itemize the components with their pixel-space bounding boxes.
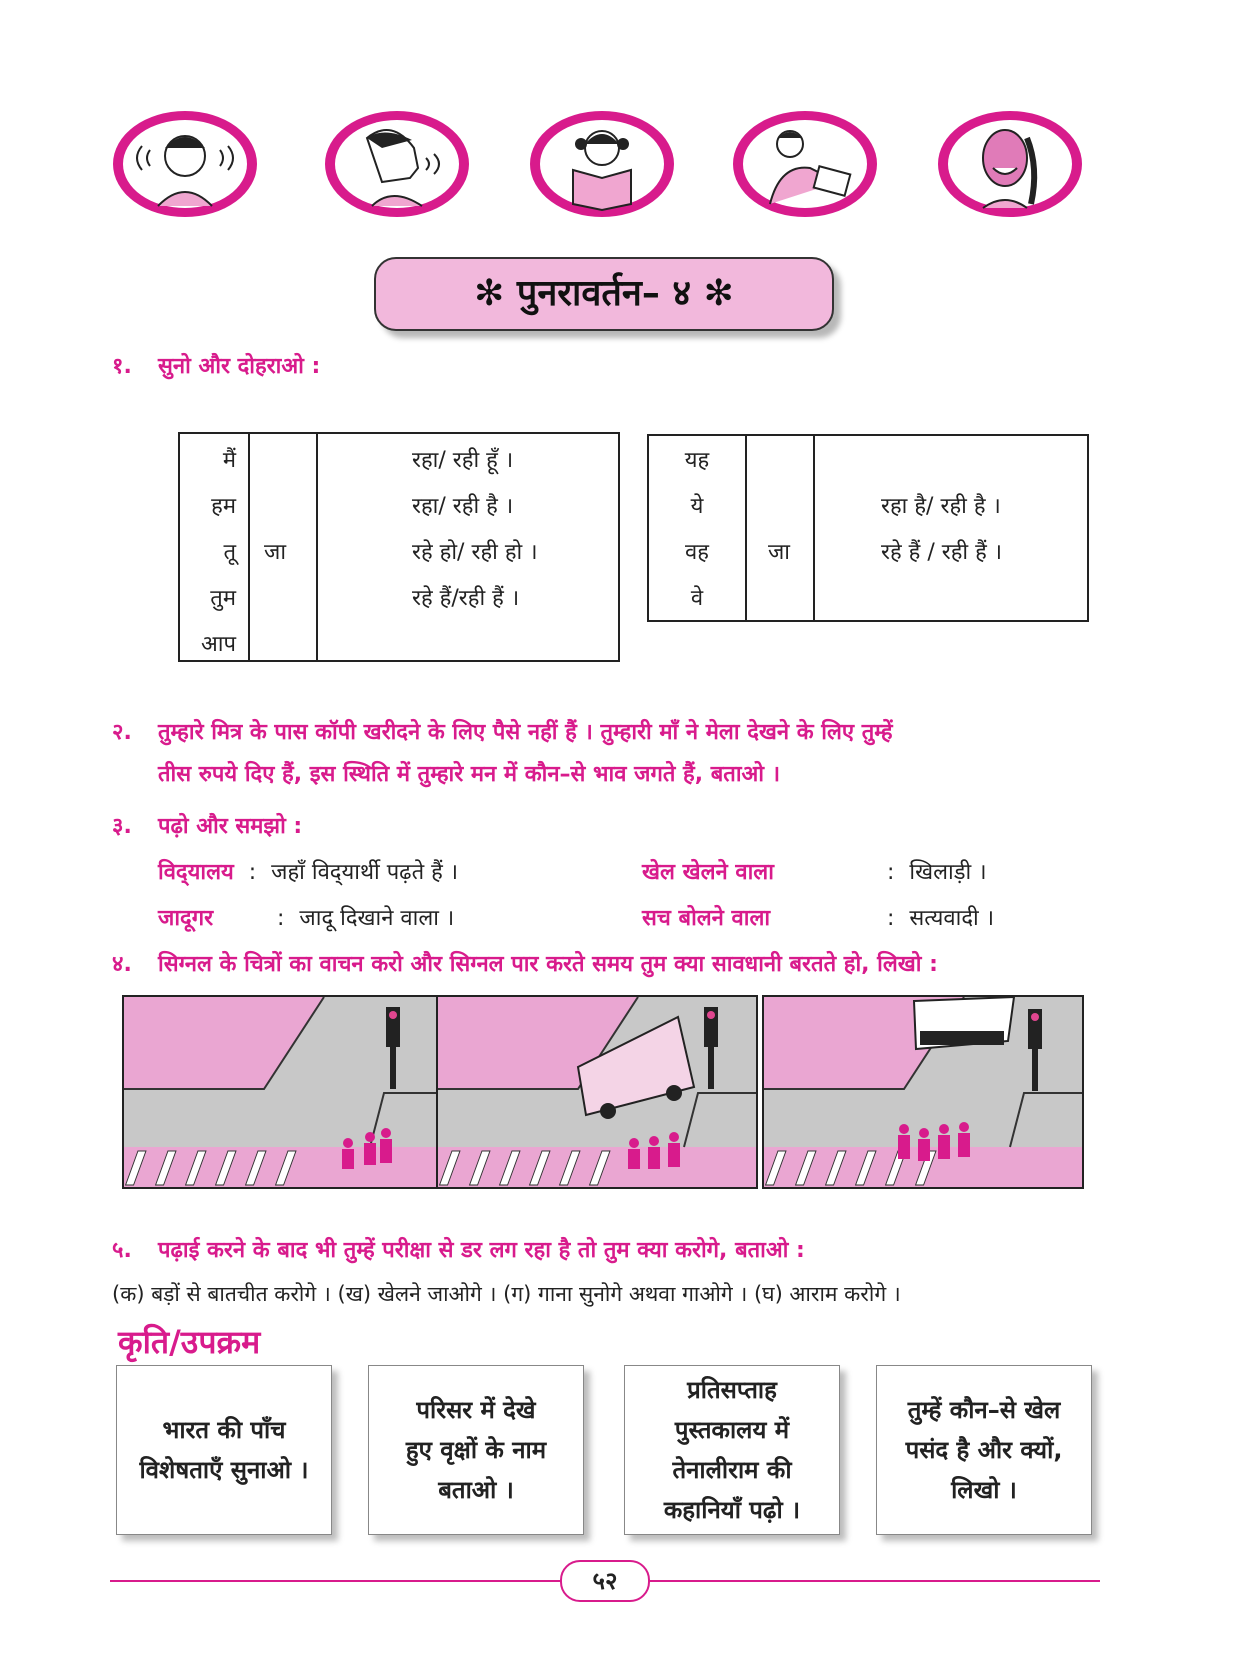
vocab-meaning: सत्यवादी । — [909, 906, 995, 931]
q2-number: २. — [112, 720, 132, 745]
pronoun-cell: वे — [690, 586, 704, 611]
signal-scene-3-illustration — [764, 997, 1082, 1187]
page-number: ५२ — [560, 1560, 650, 1602]
activity-card — [624, 1365, 840, 1535]
vocab-meaning: जादू दिखाने वाला । — [299, 906, 455, 931]
pronoun-cell: तुम — [210, 586, 236, 611]
ending-cell: रहे हैं / रही हैं । — [881, 540, 1003, 565]
vocab-separator: : — [887, 906, 895, 931]
signal-scene-2 — [436, 995, 758, 1189]
q3-heading-text: पढ़ो और समझो : — [158, 814, 303, 839]
speaking-icon — [322, 108, 472, 220]
pronoun-cell: आप — [201, 632, 236, 657]
card-line: परिसर में देखे — [416, 1396, 536, 1424]
pronoun-cell: वह — [685, 540, 709, 565]
q5-heading-text: पढ़ाई करने के बाद भी तुम्हें परीक्षा से डर लग रहा है तो तुम क्या करोगे, बताओ : — [158, 1238, 805, 1263]
signal-scene-3 — [762, 995, 1084, 1189]
vocab-term: खेल खेलने वाला — [642, 860, 774, 885]
activity-heading: कृति/उपक्रम — [118, 1323, 261, 1361]
card-line: भारत की पाँच — [162, 1416, 286, 1444]
vocab-separator: : — [248, 860, 257, 885]
conjugation-table-left — [178, 432, 620, 662]
activity-card — [876, 1365, 1092, 1535]
card-line: तेनालीराम की — [672, 1456, 792, 1484]
vocab-item — [642, 856, 987, 886]
card-line: पसंद है और क्यों, — [905, 1436, 1063, 1464]
signal-scene-1-illustration — [124, 997, 442, 1187]
activity-card — [368, 1365, 584, 1535]
pronoun-cell: ये — [690, 494, 704, 519]
card-line: कहानियाँ पढ़ो । — [663, 1496, 801, 1524]
q4-heading-text: सिग्नल के चित्रों का वाचन करो और सिग्नल पार करते समय तुम क्या सावधानी बरतते हो, लिखो : — [158, 952, 938, 977]
q5-number: ५. — [112, 1238, 132, 1263]
vocab-meaning: खिलाड़ी । — [909, 860, 987, 885]
signal-scene-2-illustration — [438, 997, 756, 1187]
pronoun-cell: तू — [223, 540, 236, 565]
pronoun-cell: यह — [684, 448, 710, 473]
signal-scene-1 — [122, 995, 444, 1189]
q1-heading-text: सुनो और दोहराओ : — [158, 354, 321, 379]
vocab-separator: : — [887, 860, 895, 885]
pronoun-cell: हम — [211, 494, 236, 519]
q4-number: ४. — [112, 952, 132, 977]
vocab-item — [158, 856, 458, 886]
vocab-term: सच बोलने वाला — [642, 906, 771, 931]
q2-line-1: तुम्हारे मित्र के पास कॉपी खरीदने के लिए पैसे नहीं हैं । तुम्हारी माँ ने मेला देखने के लिए तुम्हें — [158, 720, 893, 745]
ending-cell: रहा है/ रही है । — [881, 494, 1001, 519]
card-line: तुम्हें कौन–से खेल — [907, 1396, 1061, 1424]
ending-cell: रहे हो/ रही हो । — [412, 540, 538, 565]
verb-cell: जा — [264, 540, 287, 565]
vocab-item — [642, 902, 994, 932]
verb-cell: जा — [767, 540, 791, 565]
vocab-term: जादूगर — [158, 906, 214, 931]
writing-icon — [730, 108, 880, 220]
ending-cell: रहा/ रही हूँ । — [412, 448, 514, 473]
q5-heading — [112, 1234, 1132, 1264]
q2-paragraph — [112, 712, 1132, 796]
q1-heading — [112, 350, 320, 380]
conjugation-table-right — [647, 434, 1089, 622]
card-line: लिखो । — [951, 1476, 1017, 1504]
ending-cell: रहे हैं/रही हैं । — [412, 586, 520, 611]
reading-icon — [527, 108, 677, 220]
q3-number: ३. — [112, 814, 132, 839]
q4-heading — [112, 948, 1132, 978]
vocab-term: विद्‌यालय — [158, 860, 234, 885]
page-title: ✻ पुनरावर्तन– ४ ✻ — [374, 257, 834, 331]
activity-card — [116, 1365, 332, 1535]
self-talk-icon — [935, 108, 1085, 220]
pronoun-cell: मैं — [222, 448, 236, 473]
listening-icon — [110, 108, 260, 220]
card-line: हुए वृक्षों के नाम — [405, 1436, 547, 1464]
q5-options: (क) बड़ों से बातचीत करोगे । (ख) खेलने जाओगे । (ग) गाना सुनोगे अथवा गाओगे । (घ) आराम करोगे । — [112, 1282, 901, 1306]
q3-heading — [112, 810, 302, 840]
card-line: बताओ । — [438, 1476, 514, 1504]
vocab-meaning: जहाँ विद्‌यार्थी पढ़ते हैं । — [271, 860, 459, 885]
q1-number: १. — [112, 354, 132, 379]
card-line: विशेषताएँ सुनाओ । — [139, 1456, 309, 1484]
vocab-item — [158, 902, 454, 932]
ending-cell: रहा/ रही है । — [412, 494, 514, 519]
q2-line-2: तीस रुपये दिए हैं, इस स्थिति में तुम्हारे मन में कौन–से भाव जगते हैं, बताओ । — [158, 762, 781, 787]
vocab-separator: : — [277, 906, 285, 931]
card-line: पुस्तकालय में — [674, 1416, 790, 1444]
card-line: प्रतिसप्ताह — [687, 1376, 777, 1404]
